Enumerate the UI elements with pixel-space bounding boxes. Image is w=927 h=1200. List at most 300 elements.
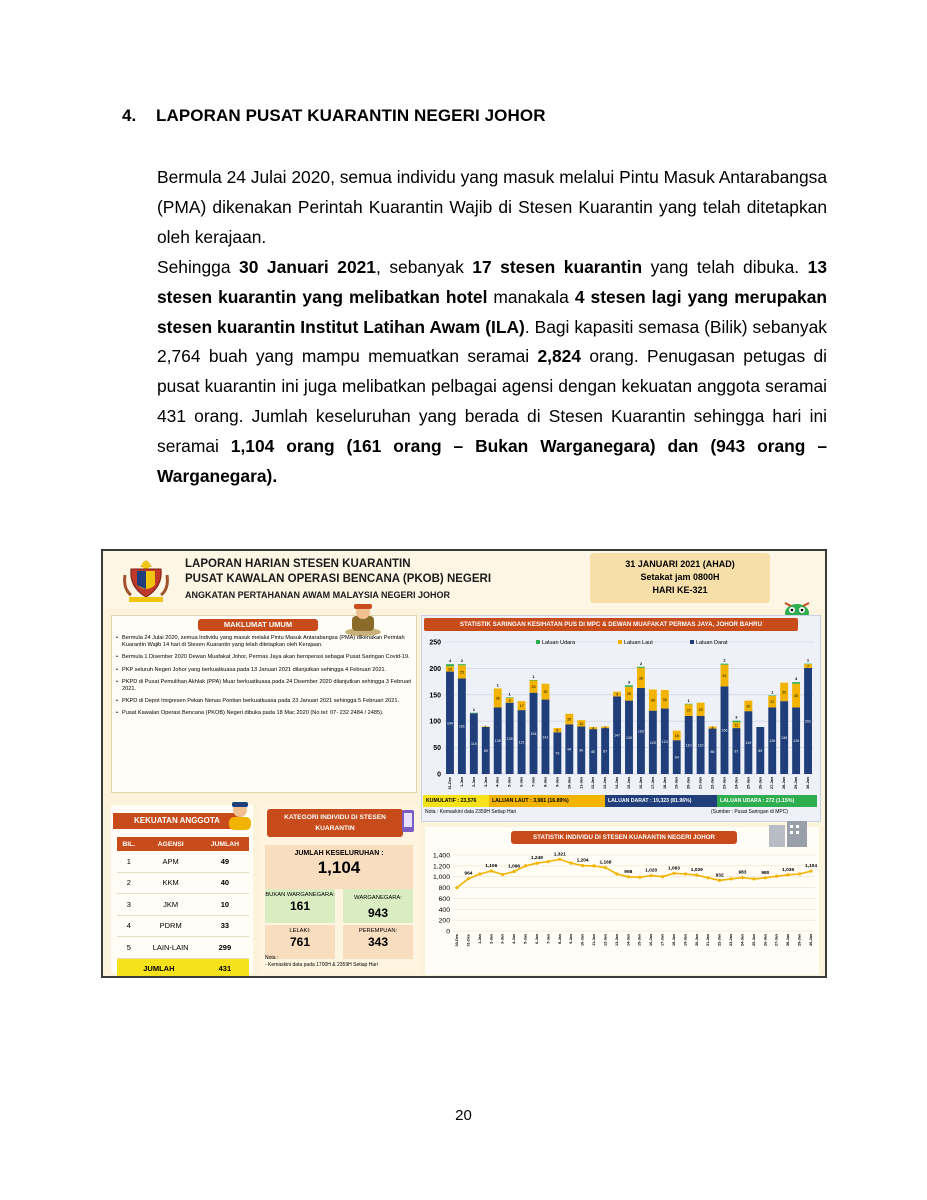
bar-darat-label: 126 — [494, 739, 501, 744]
x-tick-label: 28-Jan — [782, 777, 787, 790]
jumlah-keseluruhan-box — [265, 845, 413, 889]
x-tick-label: 10-Jan — [580, 934, 585, 947]
saringan-chart-panel — [421, 615, 821, 822]
line-point — [592, 864, 595, 867]
total-value: 431 — [201, 958, 249, 978]
maklumat-umum-title: MAKLUMAT UMUM — [198, 619, 318, 631]
bar-darat-label: 119 — [745, 741, 752, 746]
bar-total-label: 1 — [532, 674, 535, 680]
row-bil: 3 — [117, 894, 141, 916]
paragraph-2 — [157, 253, 827, 491]
x-tick-label: 25-Jan — [746, 777, 751, 790]
lelaki-value: 761 — [289, 935, 311, 949]
bar-darat-label: 87 — [603, 749, 608, 754]
y-tick-label: 1,200 — [432, 863, 450, 871]
date-box — [590, 553, 770, 603]
line-point — [547, 860, 550, 863]
point-label: 1,029 — [690, 868, 703, 874]
x-tick-label: 5-Jan — [523, 934, 528, 944]
bar-laut-label: 38 — [638, 676, 643, 681]
maklumat-bullet-2: • Bermula 1 Disember 2020 Dewan Muafakat Johor, Permas Jaya akan beroperasi sebagai Pusat Saringan Covid-19. — [116, 654, 412, 661]
x-tick-label: 2-Jan — [489, 934, 494, 944]
bar-darat-label: 139 — [626, 735, 632, 740]
bar-darat-label: 154 — [530, 731, 537, 736]
table-row — [117, 894, 249, 916]
p2-text-4: manakala — [487, 286, 575, 307]
report-date: 31 JANUARI 2021 (AHAD) — [625, 559, 735, 569]
table-total-row — [117, 958, 249, 978]
bar-darat-label: 138 — [781, 736, 788, 741]
x-tick-label: 7-Jan — [531, 777, 536, 787]
bar-total-label: 1 — [496, 682, 499, 688]
x-tick-label: 25-Jan — [751, 934, 756, 947]
y-tick-label: 0 — [437, 771, 441, 779]
individu-line-title: STATISTIK INDIVIDU DI STESEN KUARANTIN NEGERI JOHOR — [511, 831, 737, 844]
bar-udara — [768, 695, 776, 696]
x-tick-label: 29-Jan — [797, 934, 802, 947]
p2-bold-hotels: 13 stesen kuarantin yang melibatkan hotel — [157, 257, 827, 307]
x-tick-label: 23-Jan — [722, 777, 727, 790]
kekuatan-anggota-title: KEKUATAN ANGGOTA — [113, 813, 241, 829]
report-time: Setakat jam 0800H — [640, 572, 720, 582]
x-tick-label: 28-Jan — [786, 934, 791, 947]
x-tick-label: 6-Jan — [534, 934, 539, 944]
individu-line-chart — [425, 847, 819, 973]
lelaki-box — [265, 925, 335, 959]
bar-darat-label: 94 — [567, 747, 572, 752]
bar-total-label: 2 — [639, 660, 643, 666]
x-tick-label: 11-Jan — [592, 934, 597, 946]
kumulatif-label: KUMULATIF : 23,576 — [423, 795, 489, 807]
bar-laut-label: 10 — [447, 667, 452, 672]
x-tick-label: 1-Jan — [459, 777, 464, 787]
line-point — [524, 864, 527, 867]
bar-laut-label: 23 — [531, 685, 536, 690]
section-heading — [122, 106, 546, 126]
line-point — [672, 872, 675, 875]
x-tick-label: 22-Jan — [717, 934, 722, 947]
bar-total-label: 1 — [472, 706, 475, 712]
laluan-udara-summary: LALUAN UDARA : 272 (1.15%) — [717, 795, 817, 807]
warganegara-value: 943 — [367, 906, 389, 920]
bar-laut-label: 36 — [495, 696, 500, 701]
row-jumlah: 10 — [201, 894, 249, 916]
x-tick-label: 16-Jan — [638, 777, 643, 790]
line-point — [775, 875, 778, 878]
header-title-3: ANGKATAN PERTAHANAN AWAM MALAYSIA NEGERI JOHOR — [185, 590, 451, 600]
legend-swatch — [690, 640, 694, 644]
line-point — [638, 876, 641, 879]
bar-laut-label: 41 — [722, 674, 727, 679]
p2-text-2: , sebanyak — [375, 257, 473, 277]
y-tick-label: 50 — [433, 745, 441, 753]
bar-laut-label: 40 — [650, 698, 655, 703]
p2-bold-date: 30 Januari 2021 — [239, 257, 376, 277]
x-tick-label: 12-Jan — [591, 777, 596, 790]
x-tick-label: 7-Jan — [546, 934, 551, 944]
x-tick-label: 3-Jan — [483, 777, 488, 787]
x-tick-label: 24-Jan — [734, 777, 739, 790]
infographic-header — [103, 551, 825, 609]
bar-darat-label: 126 — [793, 739, 800, 744]
line-point — [787, 873, 790, 876]
x-tick-label: 20-Jan — [694, 934, 699, 947]
row-agensi: PDRM — [141, 915, 201, 937]
point-label: 980 — [761, 870, 770, 876]
bar-laut-label: 7 — [807, 664, 810, 669]
legend-label: Laluan Laut — [624, 640, 653, 646]
row-agensi: APM — [141, 851, 201, 872]
maklumat-bullet-3: • PKP seluruh Negeri Johor yang berkuatkuasa pada 13 Januari 2021 dilanjutkan sehingga 4 Februari 2021. — [116, 667, 412, 674]
line-point — [512, 870, 515, 873]
y-tick-label: 400 — [438, 906, 450, 914]
bar-laut-label: 11 — [734, 723, 739, 728]
bar-darat-label: 147 — [614, 733, 621, 738]
point-label: 1,106 — [485, 863, 498, 869]
point-label: 1,104 — [804, 864, 818, 870]
line-point — [650, 874, 653, 877]
bar-darat-label: 90 — [579, 748, 584, 753]
p2-text-6: orang. Penugasan petugas di pusat kuarantin ini juga melibatkan pelbagai agensi dengan kekuatan anggota seramai 431 orang. Jumlah keseluruhan yang berada di Stesen Kuarantin sehingga hari ini seramai — [157, 346, 828, 456]
bar-total-label: 2 — [460, 658, 464, 664]
bar-udara — [530, 680, 538, 681]
bar-darat-label: 126 — [769, 739, 776, 744]
bar-laut-label: 20 — [746, 704, 751, 709]
x-tick-label: 29-Jan — [794, 777, 799, 790]
x-tick-label: 11-Jan — [579, 777, 584, 789]
jumlah-keseluruhan-label: JUMLAH KESELURUHAN : — [294, 850, 384, 857]
bar-total-label: 1 — [508, 691, 511, 697]
bar-udara — [732, 721, 740, 723]
legend-label: Laluan Udara — [542, 640, 576, 646]
bar-laut-label: 26 — [627, 692, 631, 697]
bar-total-label: 3 — [627, 679, 631, 685]
bar-darat-label: 194 — [446, 721, 453, 726]
kekuatan-anggota-table — [117, 837, 249, 978]
line-point — [741, 876, 744, 879]
x-tick-label: 24-Jan — [740, 934, 745, 947]
bar-laut-label: 22 — [686, 708, 691, 713]
bukan-warganegara-label: BUKAN WARGANEGARA: — [265, 892, 335, 898]
line-point — [604, 866, 607, 869]
bar-laut-label: 12 — [579, 721, 584, 726]
chart-source: (Sumber : Pusat Saringan di MPC) — [711, 809, 788, 815]
x-tick-label: 19-Jan — [683, 934, 688, 947]
point-label: 1,168 — [599, 860, 612, 866]
line-point — [501, 873, 504, 876]
table-row — [117, 937, 249, 959]
phone-icon — [401, 809, 415, 833]
x-tick-label: 31-Dec — [466, 934, 471, 947]
line-point — [752, 877, 755, 880]
x-tick-label: 30-Jan — [809, 934, 813, 947]
line-point — [798, 872, 801, 875]
row-jumlah: 49 — [201, 851, 249, 872]
legend-swatch — [536, 640, 540, 644]
maklumat-umum-panel — [111, 615, 417, 793]
column-header: AGENSI — [141, 837, 201, 851]
note-title: Nota : — [265, 955, 279, 961]
p2-text-3: yang telah dibuka. — [642, 257, 808, 277]
bar-total-label: 3 — [794, 676, 798, 682]
x-tick-label: 27-Jan — [770, 777, 775, 790]
bar-udara — [685, 704, 693, 705]
kategori-note — [265, 955, 378, 969]
officer-illustration-icon — [340, 602, 386, 636]
section-number: 4. — [122, 106, 137, 125]
line-point — [627, 875, 630, 878]
line-point — [707, 876, 710, 879]
x-tick-label: 20-Jan — [686, 777, 691, 790]
p2-bold-ila: 4 stesen lagi yang merupakan stesen kuarantin Institut Latihan Awam (ILA) — [157, 286, 827, 337]
bar-darat-label: 79 — [555, 751, 560, 756]
x-tick-label: 31-Dec — [447, 777, 452, 790]
bar-laut-label: 17 — [519, 704, 524, 709]
x-tick-label: 13-Jan — [603, 777, 608, 790]
table-row — [117, 915, 249, 937]
x-tick-label: 23-Jan — [729, 934, 734, 947]
x-tick-label: 19-Jan — [674, 777, 679, 790]
bar-darat-label: 110 — [685, 743, 692, 748]
x-tick-label: 9-Jan — [555, 777, 560, 787]
x-tick-label: 8-Jan — [543, 777, 548, 787]
row-agensi: LAIN-LAIN — [141, 937, 201, 959]
x-tick-label: 13-Jan — [614, 934, 619, 947]
line-point — [809, 869, 812, 872]
bar-darat-label: 181 — [458, 724, 465, 729]
p2-bold-total: 1,104 orang (161 orang – Bukan Warganegara) dan (943 orang – Warganegara). — [157, 435, 827, 486]
bar-darat-label: 166 — [721, 728, 728, 733]
p2-text-5: . Bagi kapasiti semasa (Bilik) sebanyak 2,764 buah yang mampu memuatkan seramai — [157, 316, 827, 367]
coat-of-arms-icon — [121, 557, 171, 603]
row-bil: 2 — [117, 872, 141, 894]
x-tick-label: 14-Jan — [626, 934, 631, 947]
total-label: JUMLAH — [117, 958, 201, 978]
point-label: 1,063 — [667, 866, 680, 872]
y-tick-label: 200 — [429, 665, 441, 673]
line-point — [764, 876, 767, 879]
column-header: BIL. — [117, 837, 141, 851]
line-point — [467, 877, 470, 880]
bar-darat-label: 120 — [649, 740, 656, 745]
point-label: 1,096 — [508, 864, 521, 870]
note-text: - Kemaskini data pada 1700H & 2359H Setiap Hari — [265, 962, 378, 968]
section-title: LAPORAN PUSAT KUARANTIN NEGERI JOHOR — [156, 106, 546, 125]
x-tick-label: 3-Jan — [500, 934, 505, 944]
x-tick-label: 8-Jan — [557, 934, 562, 944]
saringan-chart-title: STATISTIK SARINGAN KESIHATAN PUS DI MPC & DEWAN MUAFAKAT PERMAS JAYA, JOHOR BAHRU — [424, 618, 798, 631]
x-tick-label: 10-Jan — [567, 777, 572, 790]
x-tick-label: 21-Jan — [698, 777, 703, 790]
bar-udara — [446, 664, 454, 666]
bar-total-label: 4 — [448, 658, 452, 664]
x-tick-label: 26-Jan — [763, 934, 768, 947]
bar-darat-label: 64 — [674, 755, 679, 760]
line-point — [718, 879, 721, 882]
point-label: 1,036 — [782, 867, 795, 873]
x-tick-label: 18-Jan — [662, 777, 667, 790]
bar-laut-label: 25 — [698, 707, 703, 712]
bar-laut-label: 9 — [616, 692, 619, 697]
line-point — [455, 886, 458, 889]
x-tick-label: 9-Jan — [569, 934, 574, 944]
page-number: 20 — [455, 1107, 472, 1124]
row-bil: 5 — [117, 937, 141, 959]
bar-darat-label: 124 — [661, 739, 668, 744]
bar-darat-label: 89 — [483, 749, 488, 754]
bar-laut-label: 35 — [782, 690, 787, 695]
x-tick-label: 18-Jan — [671, 934, 676, 947]
line-point — [695, 874, 698, 877]
bukan-warganegara-value: 161 — [289, 899, 311, 913]
bar-darat-label: 110 — [697, 743, 704, 748]
building-icon — [765, 821, 811, 847]
p2-text-1: Sehingga — [157, 257, 240, 277]
bar-udara — [637, 667, 645, 668]
y-tick-label: 800 — [438, 885, 450, 893]
x-tick-label: 6-Jan — [519, 777, 524, 787]
line-point — [570, 862, 573, 865]
perempuan-label: PEREMPUAN: — [358, 928, 398, 934]
maklumat-bullet-1: • Bermula 24 Julai 2020, semua Individu yang masuk melalui Pintu Masuk Antarabangsa (PMA) dikenakan Perintah Kuarantin Wajib 14 hari di Stesen Kuarantin yang telah ditetapkan oleh Kerajaan. — [116, 635, 412, 649]
x-tick-label: 12-Jan — [603, 934, 608, 947]
bar-total-label: 1 — [806, 657, 810, 663]
bar-darat-label: 135 — [506, 736, 513, 741]
line-point — [661, 875, 664, 878]
bar-darat-label: 89 — [758, 749, 763, 754]
bar-total-label: 1 — [771, 689, 774, 695]
laluan-laut-summary: LALUAN LAUT : 3,981 (16.89%) — [489, 795, 605, 807]
bar-darat-label: 201 — [805, 719, 812, 724]
y-tick-label: 1,400 — [432, 852, 450, 860]
x-tick-label: 30-Jan — [806, 777, 811, 790]
kategori-individu-title: KATEGORI INDIVIDU DI STESEN KUARANTIN — [267, 809, 403, 837]
bar-laut-label: 1 — [484, 725, 487, 730]
x-tick-label: 26-Jan — [758, 777, 763, 790]
x-tick-label: 21-Jan — [706, 934, 711, 947]
point-label: 1,249 — [530, 856, 543, 862]
bar-total-label: 1 — [687, 697, 690, 703]
bar-udara — [458, 664, 466, 665]
perempuan-value: 343 — [367, 935, 389, 949]
line-point — [729, 877, 732, 880]
x-tick-label: 17-Jan — [660, 934, 665, 947]
y-tick-label: 250 — [429, 639, 441, 647]
bar-darat-label: 87 — [734, 749, 739, 754]
y-tick-label: 200 — [438, 917, 450, 925]
maklumat-bullet-4: • PKPD di Pusat Pemulihan Akhlak (PPA) Muar berkuatkuasa pada 24 Disember 2020 dilanjutkan sehingga 3 Februari 2021. — [116, 679, 412, 693]
line-point — [490, 869, 493, 872]
maklumat-bullet-6: • Pusat Kawalan Operasi Bencana (PKOB) Negeri dibuka pada 18 Mac 2020 (No tel: 07- 232 2484 / 2485). — [116, 710, 412, 717]
legend-swatch — [618, 640, 622, 644]
header-title-2: PUSAT KAWALAN OPERASI BENCANA (PKOB) NEGERI — [185, 573, 492, 585]
bar-udara — [470, 713, 478, 714]
lelaki-label: LELAKI: — [289, 928, 311, 934]
table-row — [117, 872, 249, 894]
bar-darat-label: 86 — [710, 749, 715, 754]
warganegara-label: WARGANEGARA: — [354, 895, 402, 901]
x-tick-label: 14-Jan — [615, 777, 620, 790]
bar-laut-label: 4 — [592, 726, 595, 731]
table-header-row — [117, 837, 249, 851]
staff-illustration-icon — [223, 801, 257, 831]
row-jumlah: 299 — [201, 937, 249, 959]
x-tick-label: 22-Jan — [710, 777, 715, 790]
point-label: 1,020 — [645, 868, 658, 874]
bar-udara — [506, 697, 514, 698]
bukan-warganegara-box — [265, 889, 335, 923]
point-label: 1,321 — [553, 852, 566, 858]
kekuatan-anggota-panel — [111, 805, 253, 973]
column-header: JUMLAH — [201, 837, 249, 851]
point-label: 932 — [715, 873, 724, 879]
row-bil: 4 — [117, 915, 141, 937]
bar-darat-label: 141 — [542, 735, 549, 740]
laluan-darat-summary: LALUAN DARAT : 19,323 (81.96%) — [605, 795, 717, 807]
y-tick-label: 1,000 — [432, 874, 450, 882]
jumlah-keseluruhan-value: 1,104 — [317, 858, 361, 877]
y-tick-label: 600 — [438, 895, 450, 903]
bar-laut-label: 20 — [567, 717, 572, 722]
row-jumlah: 40 — [201, 872, 249, 894]
x-tick-label: 30-Dec — [455, 934, 459, 947]
bar-udara — [804, 664, 812, 665]
row-agensi: KKM — [141, 872, 201, 894]
bar-darat-label: 163 — [637, 729, 644, 734]
x-tick-label: 17-Jan — [650, 777, 655, 790]
x-tick-label: 1-Jan — [477, 934, 482, 944]
x-tick-label: 16-Jan — [649, 934, 654, 947]
y-tick-label: 0 — [446, 928, 450, 936]
y-tick-label: 100 — [429, 718, 441, 726]
bar-laut-label: 9 — [508, 698, 511, 703]
bar-udara — [721, 664, 729, 665]
bar-darat-label: 85 — [591, 750, 596, 755]
individu-line-panel — [425, 827, 819, 975]
bar-laut-label: 22 — [770, 700, 775, 705]
bar-laut-label: 35 — [662, 697, 667, 702]
bar-laut-label: 3 — [604, 725, 607, 730]
header-title-1: LAPORAN HARIAN STESEN KUARANTIN — [185, 558, 411, 570]
report-day: HARI KE-321 — [652, 585, 708, 595]
warganegara-box — [343, 889, 413, 923]
legend-label: Laluan Darat — [696, 640, 728, 646]
x-tick-label: 4-Jan — [495, 777, 500, 787]
p2-bold-capacity: 2,824 — [537, 346, 582, 367]
bar-laut-label: 4 — [711, 726, 714, 731]
point-label: 1,204 — [576, 858, 589, 864]
row-agensi: JKM — [141, 894, 201, 916]
x-tick-label: 15-Jan — [637, 934, 642, 947]
point-label: 983 — [738, 870, 747, 876]
bar-udara — [792, 682, 800, 684]
line-point — [535, 862, 538, 865]
chart-note: Nota : Kemaskini data 2359H Setiap Hari — [425, 809, 517, 815]
paragraph-1: Bermula 24 Julai 2020, semua individu yang masuk melalui Pintu Masuk Antarabangsa (PMA) dikenakan Perintah Kuarantin Wajib di Stesen Kuarantin yang telah ditetapkan oleh kerajaan. — [157, 167, 827, 247]
row-bil: 1 — [117, 851, 141, 872]
line-point — [478, 872, 481, 875]
bar-laut-label: 30 — [543, 690, 548, 695]
bar-laut-label: 8 — [556, 728, 559, 733]
bar-laut-label: 18 — [674, 733, 679, 738]
summary-bar — [423, 795, 817, 807]
point-label: 964 — [464, 871, 473, 877]
maklumat-bullet-5: • PKPD di Depot Imigresen Pekan Nenas Pontian berkuatkuasa pada 23 Januari 2021 sehingga 5 Februari 2021. — [116, 698, 412, 705]
line-point — [558, 858, 561, 861]
bar-udara — [625, 685, 633, 687]
bar-darat-label: 115 — [470, 742, 477, 747]
line-point — [684, 872, 687, 875]
